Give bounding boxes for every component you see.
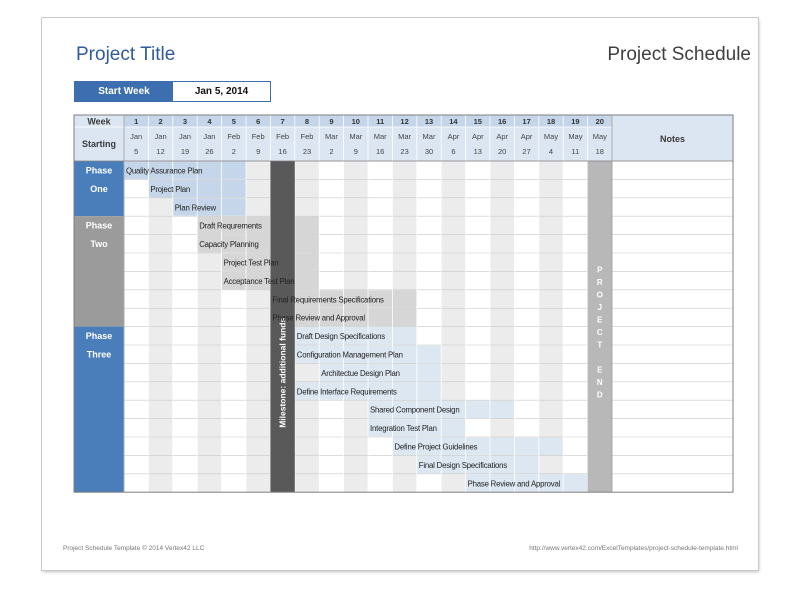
task-label: Define Project Guidelines [394,442,478,452]
week-month: May [568,132,583,141]
week-number: 16 [498,117,507,126]
week-day: 16 [376,147,385,156]
task-label: Project Plan [150,184,191,194]
notes-label: Notes [659,134,686,144]
week-month: May [543,132,559,141]
week-day: 2 [231,147,236,156]
task-label: Phase Review and Approval [467,479,561,489]
project-end-letter: J [597,303,603,313]
week-day: 26 [205,147,214,156]
task-label: Shared Component Design [370,405,460,415]
week-number: 19 [571,117,580,126]
week-day: 11 [571,147,580,156]
week-month: Mar [373,132,387,141]
project-end-letter: C [596,328,603,338]
week-day: 20 [498,147,507,156]
week-day: 12 [156,147,165,156]
week-day: 16 [278,147,287,156]
task-label: Project Test Plan [223,258,279,268]
task-label: Quality Assurance Plan [126,166,203,176]
week-month: Jan [130,132,143,141]
week-day: 9 [256,147,261,156]
week-day: 4 [548,147,554,156]
task-label: Plan Review [174,203,216,213]
project-end-letter: R [596,278,603,288]
phase-label: Phase [85,331,113,342]
task-label: Architectue Design Plan [321,368,400,378]
week-month: Apr [447,132,460,141]
project-end-letter: D [596,390,603,400]
phase-label: Two [90,239,108,250]
task-label: Draft Requrements [199,221,262,231]
week-number: 5 [231,117,236,126]
week-number: 4 [207,117,212,126]
project-end-letter: E [597,365,603,375]
phase-label: Three [86,349,112,360]
phase-label: Phase [85,220,113,231]
week-number: 14 [449,117,458,126]
week-number: 1 [134,117,139,126]
week-month: Mar [398,132,412,141]
week-month: Apr [496,132,509,141]
task-label: Capacity Planning [199,240,259,250]
milestone-label: Milestone: additional funds [277,317,288,428]
task-label: Define Interface Requirements [296,387,397,397]
task-label: Integration Test Plan [370,424,437,434]
week-day: 9 [353,147,358,156]
week-month: Jan [154,132,167,141]
project-end-letter: N [596,378,603,388]
project-end-letter: O [596,290,603,300]
week-day: 18 [595,147,604,156]
week-day: 23 [302,147,312,156]
project-end-bar [588,161,612,492]
week-number: 6 [256,117,261,126]
week-month: Apr [520,132,533,141]
week-month: Mar [349,132,363,141]
week-label: Week [87,116,111,127]
week-number: 10 [351,117,360,126]
week-day: 5 [134,147,139,156]
week-number: 3 [182,117,188,126]
week-number: 12 [400,117,409,126]
start-week-input[interactable]: Jan 5, 2014 [194,86,249,97]
project-end-letter: T [597,340,603,350]
project-end-letter: P [597,265,603,275]
week-day: 2 [329,147,334,156]
week-month: Feb [251,132,265,141]
week-day: 19 [180,147,190,156]
week-number: 18 [546,117,556,126]
footer-url[interactable]: http://www.vertex42.com/ExcelTemplates/project-schedule-template.html [529,545,738,552]
week-number: 7 [280,117,285,126]
week-number: 17 [522,117,531,126]
starting-label: Starting [81,139,117,149]
week-number: 15 [473,117,482,126]
week-month: Feb [276,132,290,141]
week-number: 9 [329,117,334,126]
week-month: Mar [324,132,338,141]
phase-label: One [90,183,108,194]
week-month: Jan [178,132,192,141]
start-week-label: Start Week [75,82,173,101]
week-day: 13 [473,147,482,156]
task-label: Acceptance Test Plan [223,276,295,286]
week-month: May [592,132,607,141]
week-month: Mar [422,132,436,141]
week-month: Jan [203,132,216,141]
page-subtitle: Project Schedule [607,44,751,65]
page-title: Project Title [76,44,176,65]
week-number: 11 [376,117,385,126]
week-day: 23 [400,147,409,156]
task-label: Final Requirements Specifications [272,295,384,305]
week-number: 13 [424,117,434,126]
week-month: Apr [471,132,484,141]
task-label: Final Design Specifications [418,460,508,470]
task-label: Phase Review and Approval [272,313,365,323]
week-month: Feb [300,132,314,141]
project-end-letter: E [597,315,603,325]
week-day: 27 [522,147,531,156]
week-number: 2 [158,117,163,126]
week-day: 6 [451,147,456,156]
phase-cell-2 [74,216,124,326]
task-label: Configuration Management Plan [296,350,403,360]
task-label: Draft Design Specifications [296,332,386,342]
week-month: Feb [227,132,241,141]
week-number: 20 [595,117,604,126]
week-number: 8 [304,117,310,126]
week-day: 30 [424,147,434,156]
footer-copyright: Project Schedule Template © 2014 Vertex42 LLC [63,545,205,552]
phase-label: Phase [85,165,113,176]
